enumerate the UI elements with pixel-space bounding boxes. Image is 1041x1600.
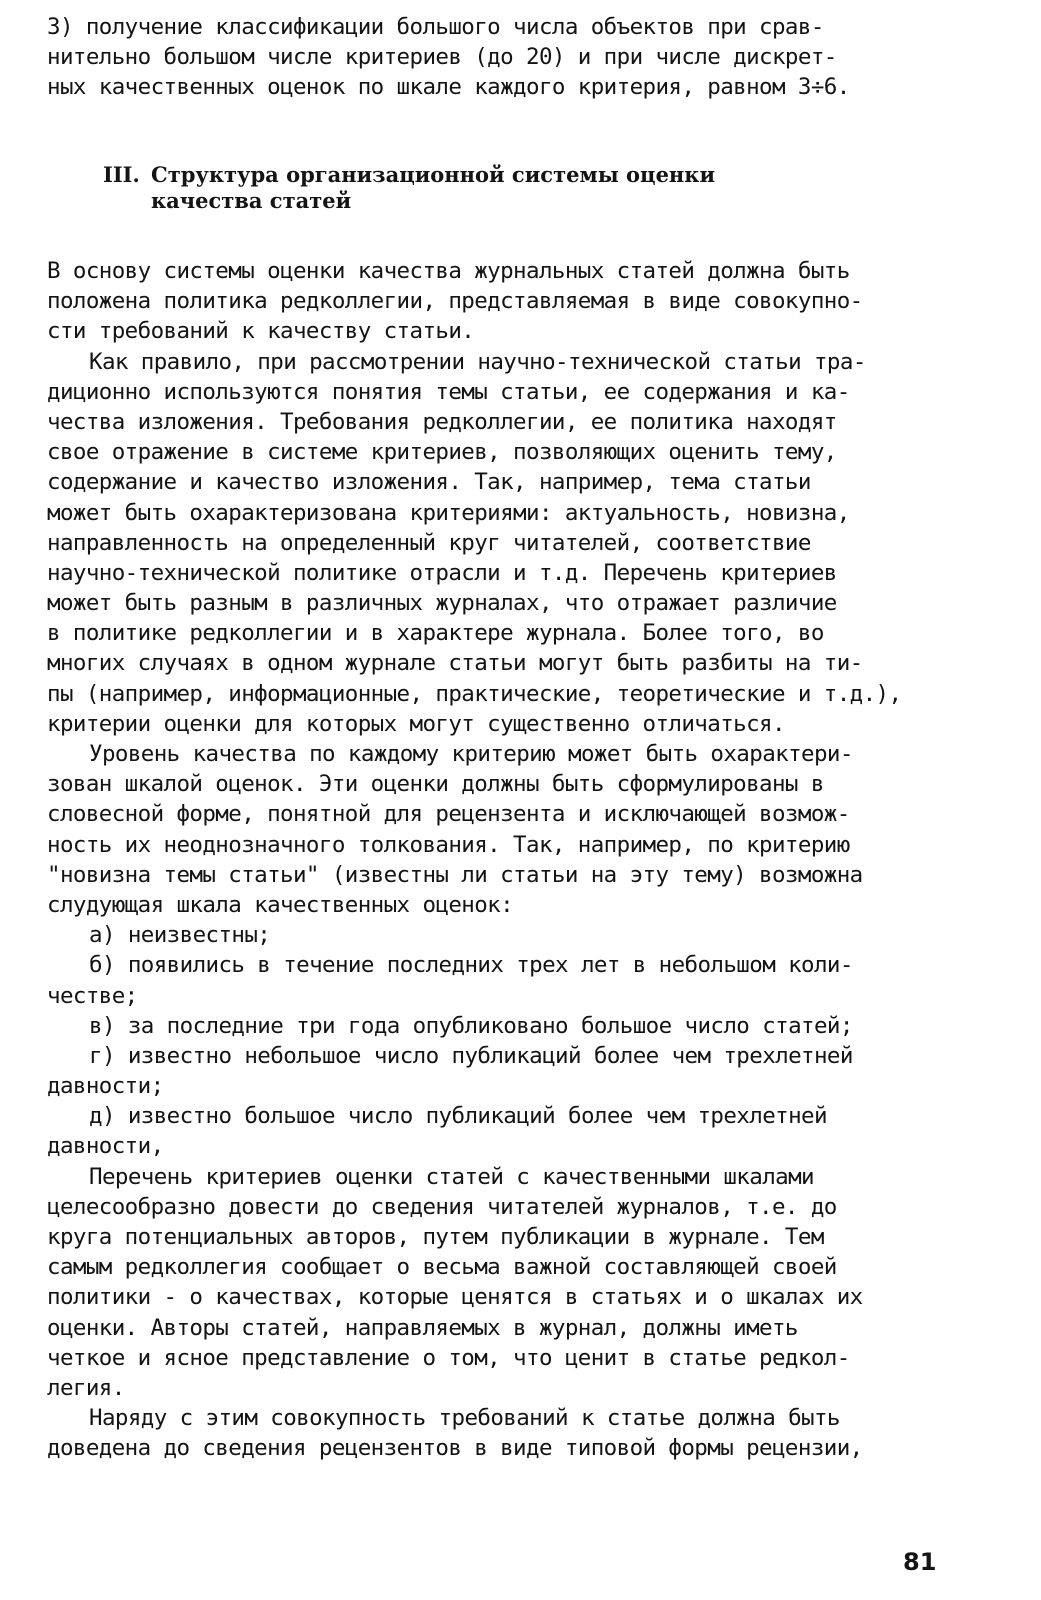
- text-line: чества изложения. Требования редколлегии, ее политика находят: [47, 408, 837, 435]
- text-line: словесной форме, понятной для рецензента и исключающей возмож-: [47, 801, 850, 828]
- text-line: нительно большом числе критериев (до 20) и при числе дискрет-: [47, 44, 837, 71]
- text-line: оценки. Авторы статей, направляемых в журнал, должны иметь: [47, 1314, 798, 1341]
- text-line: слудующая шкала качественных оценок:: [47, 891, 514, 918]
- text-line: г) известно небольшое число публикаций более чем трехлетней: [89, 1042, 853, 1069]
- text-line: политики - о качествах, которые ценятся в статьях и о шкалах их: [47, 1284, 863, 1311]
- text-line: "новизна темы статьи" (известны ли статьи на эту тему) возможна: [47, 861, 863, 888]
- text-line: д) известно большое число публикаций более чем трехлетней: [89, 1103, 827, 1130]
- text-line: В основу системы оценки качества журнальных статей должна быть: [47, 258, 850, 284]
- text-line: б) появились в течение последних трех лет в небольшом коли-: [89, 952, 853, 979]
- text-line: легия.: [47, 1374, 125, 1401]
- text-line: научно-технической политике отрасли и т.д. Перечень критериев: [47, 559, 837, 586]
- text-line: 3) получение классификации большого числа объектов при срав-: [47, 14, 824, 40]
- text-line: положена политика редколлегии, представляемая в виде совокупно-: [47, 288, 863, 315]
- text-line: может быть разным в различных журналах, что отражает различие: [47, 590, 837, 617]
- text-line: круга потенциальных авторов, путем публикации в журнале. Тем: [47, 1224, 824, 1250]
- section-heading-line1: [103, 162, 715, 188]
- text-line: может быть охарактеризована критериями: актуальность, новизна,: [47, 499, 850, 526]
- text-line: многих случаях в одном журнале статьи могут быть разбиты на ти-: [47, 650, 863, 677]
- section-title-line1: Структура организационной системы оценки: [151, 162, 716, 187]
- text-line: сти требований к качеству статьи.: [47, 318, 475, 345]
- intro-block: [47, 12, 967, 103]
- text-line: в политике редколлегии и в характере журнала. Более того, во: [47, 620, 824, 647]
- text-line: целесообразно довести до сведения читателей журналов, т.е. до: [47, 1193, 837, 1220]
- text-line: свое отражение в системе критериев, позволяющих оценить тему,: [47, 439, 837, 466]
- text-line: доведена до сведения рецензентов в виде типовой формы рецензии,: [47, 1435, 863, 1462]
- text-line: содержание и качество изложения. Так, например, тема статьи: [47, 469, 811, 496]
- section-title-line2: качества статей: [151, 188, 352, 213]
- page-number: 81: [903, 1548, 937, 1576]
- text-line: давности,: [47, 1133, 164, 1160]
- text-line: ных качественных оценок по шкале каждого критерия, равном 3÷6.: [47, 74, 850, 101]
- text-line: зован шкалой оценок. Эти оценки должны быть сформулированы в: [47, 771, 824, 798]
- text-line: Как правило, при рассмотрении научно-технической статьи тра-: [89, 348, 866, 375]
- text-line: честве;: [47, 982, 138, 1009]
- text-line: Перечень критериев оценки статей с качественными шкалами: [89, 1163, 814, 1190]
- text-line: Наряду с этим совокупность требований к статье должна быть: [89, 1405, 840, 1432]
- text-line: а) неизвестны;: [89, 922, 271, 949]
- text-line: в) за последние три года опубликовано большое число статей;: [89, 1012, 853, 1039]
- text-line: Уровень качества по каждому критерию может быть охарактери-: [89, 741, 853, 767]
- text-line: давности;: [47, 1073, 164, 1100]
- text-line: четкое и ясное представление о том, что ценит в статье редкол-: [47, 1344, 850, 1371]
- section-number: III.: [103, 162, 140, 187]
- text-line: диционно используются понятия темы статьи, ее содержания и ка-: [47, 378, 850, 405]
- text-line: направленность на определенный круг читателей, соответствие: [47, 529, 811, 556]
- section-heading: [103, 162, 715, 214]
- text-line: критерии оценки для которых могут существенно отличаться.: [47, 710, 785, 737]
- text-line: ность их неоднозначного толкования. Так, например, по критерию: [47, 831, 850, 858]
- text-line: пы (например, информационные, практические, теоретические и т.д.),: [47, 680, 902, 707]
- body-text: [47, 256, 977, 1464]
- text-line: самым редколлегия сообщает о весьма важной составляющей своей: [47, 1254, 837, 1281]
